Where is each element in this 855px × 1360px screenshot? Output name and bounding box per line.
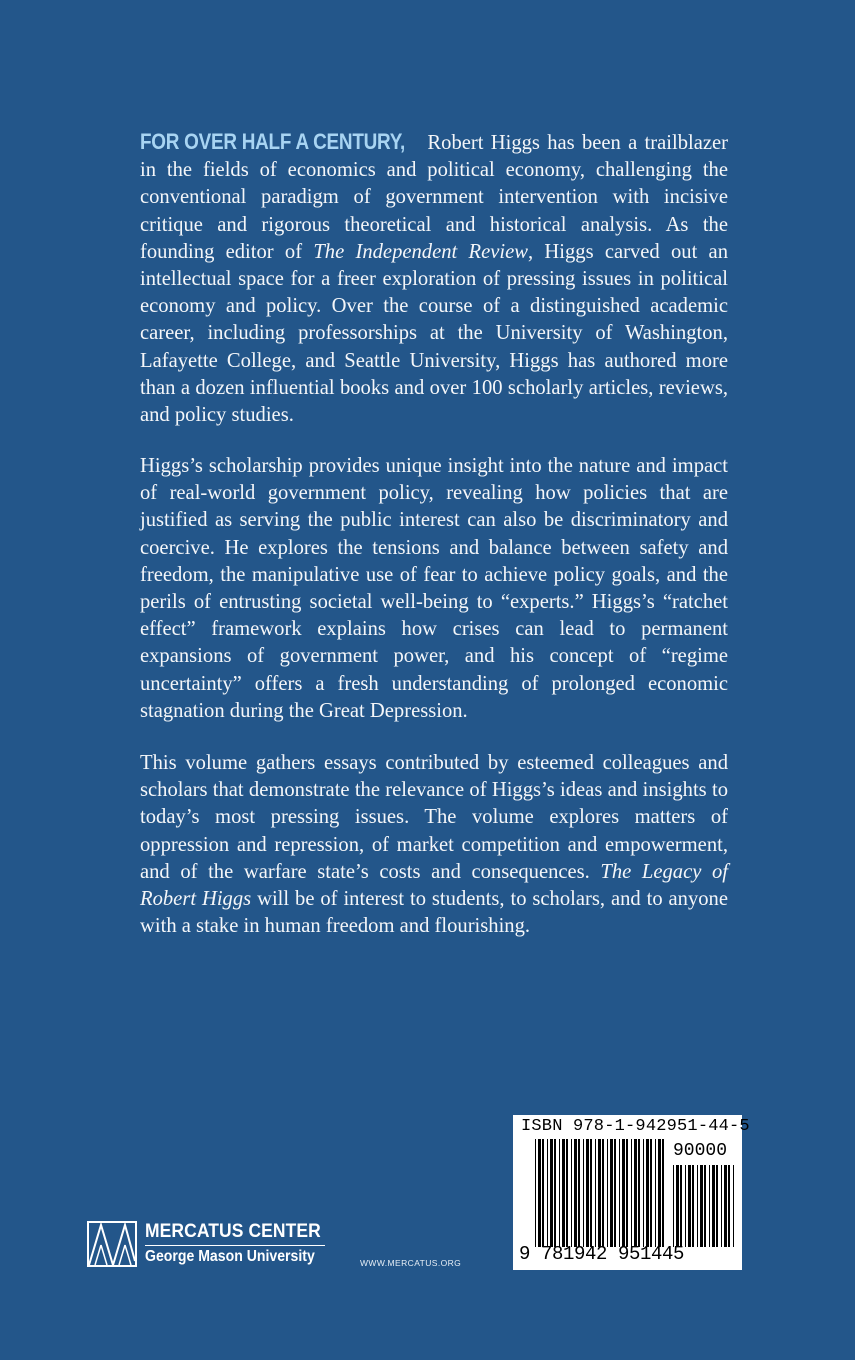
barcode-bar [728,1165,730,1247]
blurb-paragraph-3 [140,750,728,940]
barcode-bar [574,1139,577,1247]
blurb-paragraph-1 [140,128,728,429]
ean-digits: 9 781942 951445 [519,1243,685,1265]
barcode-bar [614,1139,616,1247]
blurb-paragraph-2 [140,453,728,725]
barcode-bar [712,1165,715,1247]
barcode-bar [610,1139,613,1247]
isbn-barcode [513,1115,750,1270]
barcode-bar [542,1139,544,1247]
barcode-bar [578,1139,580,1247]
barcode-bar [602,1139,604,1247]
barcode-bar [680,1165,682,1247]
barcode-bar [709,1165,710,1247]
barcode-bar [658,1139,661,1247]
barcode-bar [626,1139,628,1247]
paragraph-1-text-b: , Higgs carved out an intellectual space for a freer exploration of pressing issues in political economy and policy. Over the course of a distinguished academic career, including professorships at the University of Washington, Lafayette College, and Seattle University, Higgs has authored more than a dozen influential books and over 100 scholarly articles, reviews, and policy studies. [140,240,728,427]
publisher-name: MERCATUS CENTER [145,1221,321,1242]
barcode-bar [673,1165,674,1247]
barcode-bar [655,1139,656,1247]
barcode-bar [643,1139,644,1247]
barcode-bar [590,1139,592,1247]
barcode-bar [716,1165,718,1247]
paragraph-3-text-b: will be of interest to students, to scholars, and to anyone with a stake in human freedom and flourishing. [140,888,728,938]
barcode-bar [638,1139,640,1247]
barcode-bar [688,1165,691,1247]
paragraph-3-text-a: This volume gathers essays contributed by esteemed colleagues and scholars that demonstrate the relevance of Higgs’s ideas and insights to today’s most pressing issues. The volume explores matters of oppression and repression, of market competition and empowerment, and of the warfare state’s costs and consequences. [140,752,728,883]
barcode-bar [685,1165,686,1247]
barcode-bar [607,1139,608,1247]
barcode-bar [676,1165,679,1247]
barcode-bar [704,1165,706,1247]
barcode-bar [583,1139,584,1247]
barcode-bar [554,1139,556,1247]
barcode-bar [646,1139,649,1247]
barcode-bar [650,1139,652,1247]
barcode-bar [692,1165,694,1247]
barcode-bar [547,1139,548,1247]
barcode-bar [700,1165,703,1247]
barcode-bar [634,1139,637,1247]
journal-title: The Independent Review [313,240,528,263]
barcode-bar [622,1139,625,1247]
barcode-bar [631,1139,632,1247]
barcode-bar [733,1165,734,1247]
barcode-bar [538,1139,541,1247]
barcode-bar [586,1139,589,1247]
publisher-affiliation: George Mason University [145,1248,315,1265]
barcode-bar [721,1165,722,1247]
book-title: The Legacy of Robert Higgs [140,860,728,911]
barcode-bar [559,1139,560,1247]
isbn-label: ISBN 978-1-942951-44-5 [521,1117,750,1136]
barcode-bar [724,1165,727,1247]
barcode-bar [619,1139,620,1247]
barcode-bar [662,1139,664,1247]
paragraph-2-text: Higgs’s scholarship provides unique insight into the nature and impact of real-world government policy, revealing how policies that are justified as serving the public interest can also be discriminatory and coercive. He explores the tensions and balance between safety and freedom, the manipulative use of fear to achieve policy goals, and the perils of entrusting societal well-being to “experts.” Higgs’s “ratchet effect” framework explains how crises can lead to permanent expansions of government power, and his concept of “regime uncertainty” offers a fresh understanding of prolonged economic stagnation during the Great Depression. [140,455,728,722]
logo-divider [145,1245,325,1246]
barcode-bar [566,1139,568,1247]
barcode-bar [595,1139,596,1247]
barcode-bar [562,1139,565,1247]
barcode-bar [571,1139,572,1247]
barcode-bar [535,1139,536,1247]
publisher-logo [87,1221,337,1269]
publisher-url: WWW.MERCATUS.ORG [360,1258,462,1268]
barcode-bar [697,1165,698,1247]
mercatus-triangles-logo-icon [87,1221,137,1267]
barcode-bar [598,1139,601,1247]
lead-in-heading: FOR OVER HALF A CENTURY, [140,129,406,154]
barcode-bar [550,1139,553,1247]
paragraph-1-text-a: Robert Higgs has been a trailblazer in the fields of economics and political economy, challenging the conventional paradigm of government intervention with incisive critique and rigorous theoretical and historical analysis. As the founding editor of [140,132,728,263]
price-code: 90000 [673,1141,728,1161]
